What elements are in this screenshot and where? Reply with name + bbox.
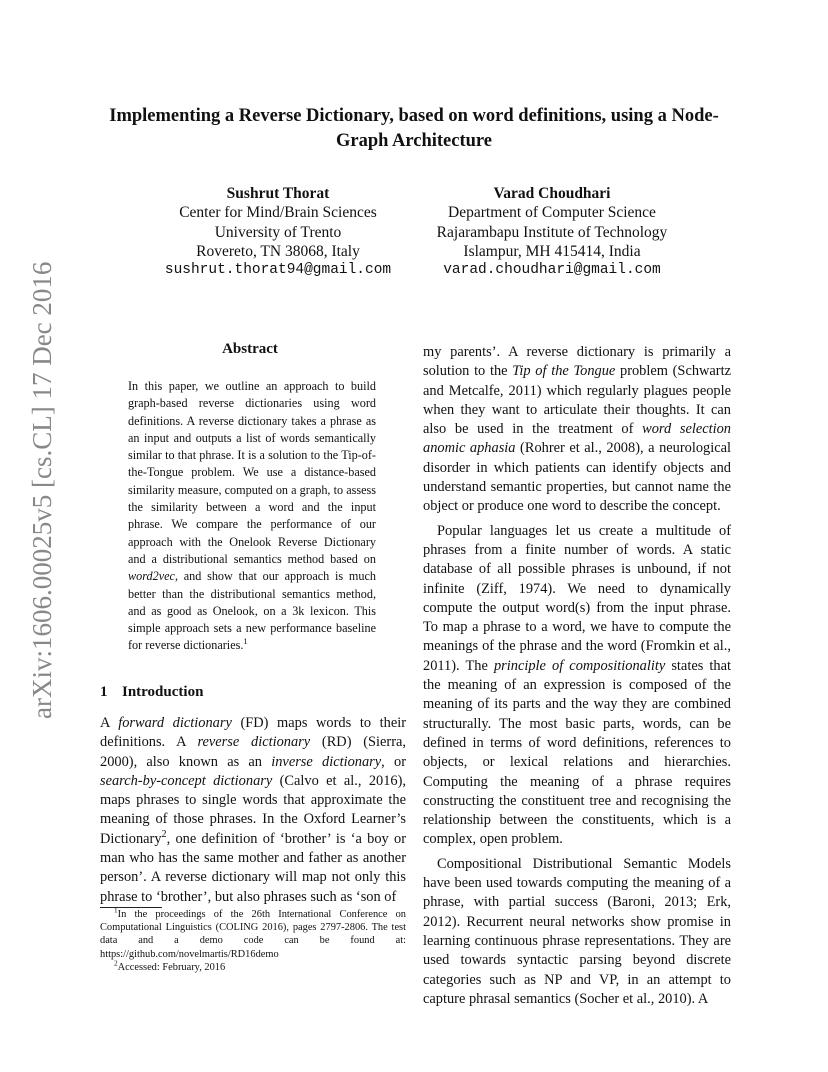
body-paragraph (423, 343, 731, 517)
italic-term: word selection anomic aphasia (423, 421, 731, 457)
footnote-text: In the proceedings of the 26th International Conference on Computational Linguistics (COLING 2016), pages 2797-2806. The test data and a demo code can be found at: https://github.com/novelmartis/RD16demo (100, 909, 406, 960)
italic-term: Tip of the Tongue (512, 363, 616, 380)
author-affiliation-line: Rajarambapu Institute of Technology (436, 223, 668, 241)
section-number: 1 (100, 684, 108, 700)
abstract-text: , and show that our approach is much better than the distributional semantics method, and as good as Onelook, on a 3k lexicon. This simple approach sets a new performance baseline for reverse dictionaries. (128, 569, 376, 653)
arxiv-identifier: arXiv:1606.00025v5 [cs.CL] 17 Dec 2016 (27, 261, 57, 719)
abstract-heading: Abstract (222, 341, 278, 357)
abstract-italic-term: word2vec (128, 569, 175, 584)
intro-italic-term: inverse dictionary (271, 753, 382, 770)
author-name: Varad Choudhari (493, 185, 611, 202)
body-paragraph (423, 522, 731, 850)
author-affiliation-line: Rovereto, TN 38068, Italy (196, 242, 360, 260)
intro-text: A (100, 715, 119, 731)
author-block-1 (128, 184, 428, 280)
footnote-marker: 1 (114, 906, 118, 915)
author-email[interactable]: sushrut.thorat94@gmail.com (164, 262, 392, 279)
body-paragraph: Compositional Distributional Semantic Models have been used towards computing the meaning of a phrase, with partial success (Baroni, 2013; Erk, 2012). Recurrent neural networks show promise in learning continuous phrase representations. They are used towards syntactic parsing beyond discrete categories such as NP and VP, in an attempt to capture phrasal semantics (Socher et al., 2010). A (423, 855, 731, 1007)
italic-term: principle of compositionality (493, 657, 666, 674)
body-text: (Rohrer et al., 2008), a neurological disorder in which patients can identify objects and understand semantic properties, but cannot name the object or produce one word to describe the concept. (423, 440, 731, 515)
footnote-marker: 2 (114, 959, 118, 968)
author-email[interactable]: varad.choudhari@gmail.com (443, 262, 661, 279)
footnote-marker: 1 (243, 636, 248, 647)
author-block-2 (404, 184, 700, 280)
author-affiliation-line: Islampur, MH 415414, India (463, 242, 641, 260)
intro-text: (RD) (Sierra, 2000), also known as an (100, 734, 406, 770)
section-heading (100, 684, 410, 701)
author-affiliation-line: Center for Mind/Brain Sciences (179, 204, 377, 222)
footnote-2 (100, 961, 406, 974)
abstract-text: In this paper, we outline an approach to build graph-based reverse dictionaries using word definitions. A reverse dictionary takes a phrase as an input and outputs a list of words semantically similar to that phrase. It is a solution to the Tip-of-the-Tongue problem. We use a distance-based similarity measure, computed on a graph, to assess the similarity between a word and the input phrase. We compare the performance of our approach with the Onelook Reverse Dictionary and a distributional semantics method based on (128, 379, 376, 566)
body-text: Popular languages let us create a multitude of phrases from a finite number of words. A static database of all possible phrases is unbound, if not infinite (Ziff, 1974). We need to dynamically compute the output word(s) from the input phrase. To map a phrase to a word, we have to compute the meanings of the phrase and the word (Fromkin et al., 2011). The (423, 522, 731, 674)
intro-text: , one definition of ‘brother’ is ‘a boy or man who has the same mother and father as another person’. A reverse dictionary will map not only this phrase to ‘brother’, but also phrases such as ‘son of (100, 830, 406, 905)
footnote-text: Accessed: February, 2016 (117, 961, 226, 973)
right-column (423, 343, 731, 1009)
footnote-1 (100, 908, 406, 961)
author-affiliation-line: Department of Computer Science (448, 204, 656, 222)
author-affiliation-line: University of Trento (214, 223, 342, 241)
footnote-marker: 2 (161, 828, 167, 840)
intro-italic-term: forward dictionary (118, 715, 232, 731)
section-title: Introduction (122, 684, 204, 700)
body-text: problem (Schwartz and Metcalfe, 2011) which regularly plagues people when they want to articulate their thoughts. It can also be used in the treatment of (423, 363, 731, 438)
footnotes (100, 908, 406, 974)
paper-title: Implementing a Reverse Dictionary, based on word definitions, using a Node-Graph Architecture (109, 106, 719, 151)
intro-text: (FD) maps words to their definitions. A (100, 715, 406, 751)
body-text: my parents’. A reverse dictionary is primarily a solution to the (423, 344, 731, 380)
intro-text: (Calvo et al., 2016), maps phrases to single words that approximate the meaning of those phrases. In the Oxford Learner’s Dictionary (100, 772, 406, 847)
author-name: Sushrut Thorat (226, 185, 330, 202)
intro-italic-term: reverse dictionary (197, 734, 311, 751)
intro-italic-term: search-by-concept dictionary (100, 772, 273, 789)
intro-text: , or (381, 753, 406, 770)
abstract-body (128, 378, 376, 655)
introduction-paragraph (100, 714, 406, 907)
body-text: states that the meaning of an expression is composed of the meaning of its parts and the way they are combined structurally. The most basic parts, words, can be defined in terms of word definitions, references to objects, or lexical relations and hierarchies. Computing the meaning of a phrase requires constructing the constituent tree and recognising the relationship between the constituents, which is a complex, open problem. (423, 657, 731, 848)
